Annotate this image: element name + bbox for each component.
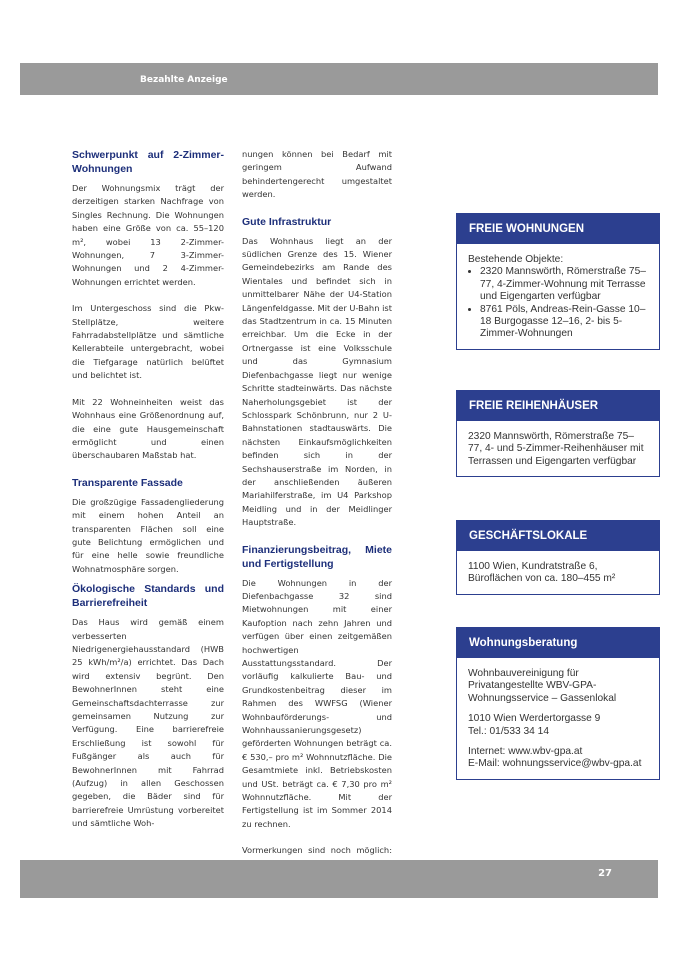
column-left bbox=[72, 148, 224, 831]
box-wohnungsberatung bbox=[456, 627, 660, 780]
column-middle bbox=[242, 148, 392, 885]
box-freie-wohnungen bbox=[456, 213, 660, 350]
website-link[interactable]: Internet: www.wbv-gpa.at bbox=[468, 746, 583, 758]
paragraph-finanzierung: Die Wohnungen in der Diefenbachgasse 32 sind Mietwohnungen mit einer Kaufoption nach zehn Jahren und verfügen über einen zeitgemäßen hochwertigen Ausstattungsstandard. Der vorläufig kalkulierte Bau- und Grundkostenbeitrag dieser im Rahmen des WWFSG (Wiener Wohnbauförderungs- und Wohnhaussanierungsgesetz) geförderten Wohnungen beträgt ca. € 530,– pro m² Wohnnutzfläche. Die Gesamtmiete inkl. Betriebskosten und USt. beträgt ca. € 7,30 pro m² Wohnnutzfläche. Mit der Fertigstellung ist im Sommer 2014 zu rechnen. bbox=[242, 577, 392, 829]
heading-zimmer: Schwerpunkt auf 2-Zimmer-Wohnungen bbox=[72, 149, 224, 175]
box-title: GESCHÄFTSLOKALE bbox=[457, 521, 659, 551]
heading-finanzierung: Finanzierungsbeitrag, Miete und Fertigstellung bbox=[242, 543, 392, 570]
header-bar bbox=[20, 63, 658, 95]
paid-ad-label: Bezahlte Anzeige bbox=[140, 75, 228, 85]
paragraph-oekologie: Das Haus wird gemäß einem verbesserten Niedrigenergiehausstandard (HWB 25 kWh/m²/a) errichtet. Das Dach wird extensiv begrünt. Den BewohnerInnen steht eine Gemeinschaftsdachterrasse zur gemeinsamen Nutzung zur Verfügung. Eine barrierefreie Erschließung ist sowohl für Fußgänger als auch für BewohnerInnen mit Fahrrad (Aufzug) in allen Geschossen gegeben, die Bäder sind für barrierefreie Umrüstung vorbereitet und sämtliche Woh- bbox=[72, 617, 224, 829]
paragraph-fassade: Die großzügige Fassadengliederung mit einem hohen Anteil an transparenten Flächen soll eine gute Belichtung ermöglichen und für eine helle sowie freundliche Wohnatmosphäre sorgen. bbox=[72, 496, 224, 574]
paragraph-continuation: nungen können bei Bedarf mit geringem Aufwand behindertengerecht umgestaltet werden. bbox=[242, 149, 392, 200]
objects-list bbox=[468, 266, 648, 340]
phone: Tel.: 01/533 34 14 bbox=[468, 725, 549, 737]
list-item: • 2320 Mannswörth, Römerstraße 75–77, 4-Zimmer-Wohnung mit Terrasse und Eigengarten verfügbar bbox=[480, 266, 648, 303]
box-title: Wohnungsberatung bbox=[457, 628, 659, 658]
box-freie-reihenhaeuser bbox=[456, 390, 660, 477]
heading-fassade: Transparente Fassade bbox=[72, 476, 183, 489]
box-geschaeftslokale bbox=[456, 520, 660, 595]
paragraph-vormerkungen: Vormerkungen sind noch möglich: bbox=[242, 844, 392, 884]
objects-intro: Bestehende Objekte: bbox=[468, 254, 564, 265]
paragraph-wohneinheiten: Mit 22 Wohneinheiten weist das Wohnhaus eine Größenordnung auf, die eine gute Hausgemeinschaft ermöglicht und einen überschaubaren Maßstab hat. bbox=[72, 396, 224, 461]
page-number: 27 bbox=[598, 868, 612, 879]
box-title: FREIE WOHNUNGEN bbox=[457, 214, 659, 244]
org-name: Wohnbauvereinigung für Privatangestellte WBV-GPA-Wohnungsservice – Gassenlokal bbox=[468, 668, 617, 704]
email-link[interactable]: E-Mail: wohnungsservice@wbv-gpa.at bbox=[468, 758, 642, 770]
paragraph-untergeschoss: Im Untergeschoss sind die Pkw-Stellplätze, weitere Fahrradabstellplätze und sämtliche Kellerabteile untergebracht, wobei die Tiefgarage natürlich belüftet und belichtet ist. bbox=[72, 303, 224, 381]
list-item: • 8761 Pöls, Andreas-Rein-Gasse 10–18 Burgogasse 12–16, 2- bis 5-Zimmer-Wohnungen bbox=[480, 304, 648, 341]
box-title: FREIE REIHENHÄUSER bbox=[457, 391, 659, 421]
box-text: 1100 Wien, Kundratstraße 6, Büroflächen von ca. 180–455 m² bbox=[468, 561, 616, 585]
paragraph-wohnungsmix: Der Wohnungsmix trägt der derzeitigen starken Nachfrage von Singles Rechnung. Die Wohnungen haben eine Größe von ca. 55–120 m², wobei 13 2-Zimmer-Wohnungen, 7 3-Zimmer-Wohnungen und 2 4-Zimmer-Wohnungen errichtet werden. bbox=[72, 183, 224, 287]
box-text: 2320 Mannswörth, Römerstraße 75–77, 4- und 5-Zimmer-Reihenhäuser mit Terrassen und Eigengarten verfügbar bbox=[468, 431, 644, 467]
paragraph-infrastruktur: Das Wohnhaus liegt an der südlichen Grenze des 15. Wiener Gemeindebezirks am Rande des Wientales und befindet sich in unmittelbarer Nähe der U4-Station Längenfeldgasse. Mit der U-Bahn ist das Stadtzentrum in ca. 15 Minuten erreichbar. Um die Ecke in der Ortnergasse ist eine Volksschule und das Gymnasium Diefenbachgasse liegt nur wenige Schritte stadteinwärts. Das nächste Naherholungsgebiet ist der Schlosspark Schönbrunn, nur 2 U-Bahnstationen stadtauswärts. Die nächsten Einkaufsmöglichkeiten befinden sich in der Sechshauserstraße im Norden, in der anschließenden äußeren Mariahilferstraße, im U4 Parkshop Meidling und in der Meidlinger Hauptstraße. bbox=[242, 235, 392, 528]
heading-oekologie: Ökologische Standards und Barrierefreiheit bbox=[72, 583, 224, 610]
footer-bar bbox=[20, 860, 658, 898]
heading-infrastruktur: Gute Infrastruktur bbox=[242, 215, 332, 228]
address: 1010 Wien Werdertorgasse 9 bbox=[468, 713, 601, 725]
